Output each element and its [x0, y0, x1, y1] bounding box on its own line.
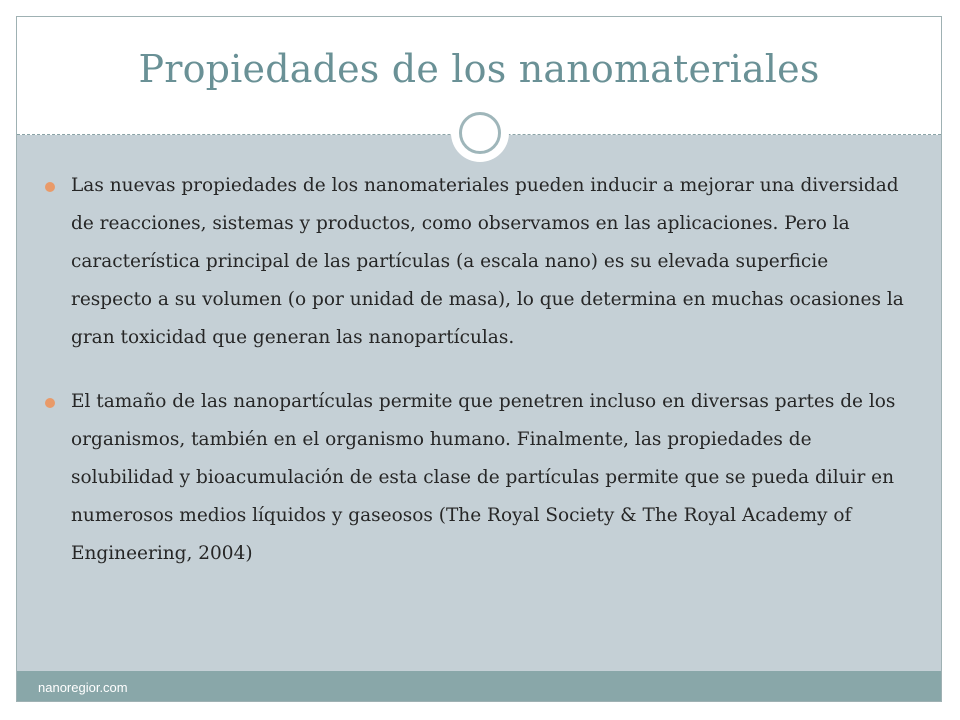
bullet-item: [45, 383, 915, 573]
slide: [16, 16, 942, 702]
footer-source: nanoregior.com: [38, 680, 128, 695]
bullet-list: [45, 167, 915, 599]
bullet-dot-icon: [45, 398, 55, 408]
slide-title: Propiedades de los nanomateriales: [138, 47, 820, 91]
bullet-dot-icon: [45, 182, 55, 192]
footer-bar: [17, 671, 941, 702]
bullet-item: [45, 167, 915, 357]
bullet-text: El tamaño de las nanopartículas permite que penetren incluso en diversas partes de los organismos, también en el organismo humano. Finalmente, las propiedades de solubilidad y bioacumulación de esta clase de partículas permite que se pueda diluir en numerosos medios líquidos y gaseosos (The Royal Society & The Royal Academy of Engineering, 2004): [71, 391, 896, 564]
decorative-ring-icon: [459, 112, 501, 154]
bullet-text: Las nuevas propiedades de los nanomateriales pueden inducir a mejorar una diversidad de reacciones, sistemas y productos, como observamos en las aplicaciones. Pero la característica principal de las partículas (a escala nano) es su elevada superficie respecto a su volumen (o por unidad de masa), lo que determina en muchas ocasiones la gran toxicidad que generan las nanopartículas.: [71, 175, 904, 348]
decorative-circle-icon: [451, 104, 509, 162]
